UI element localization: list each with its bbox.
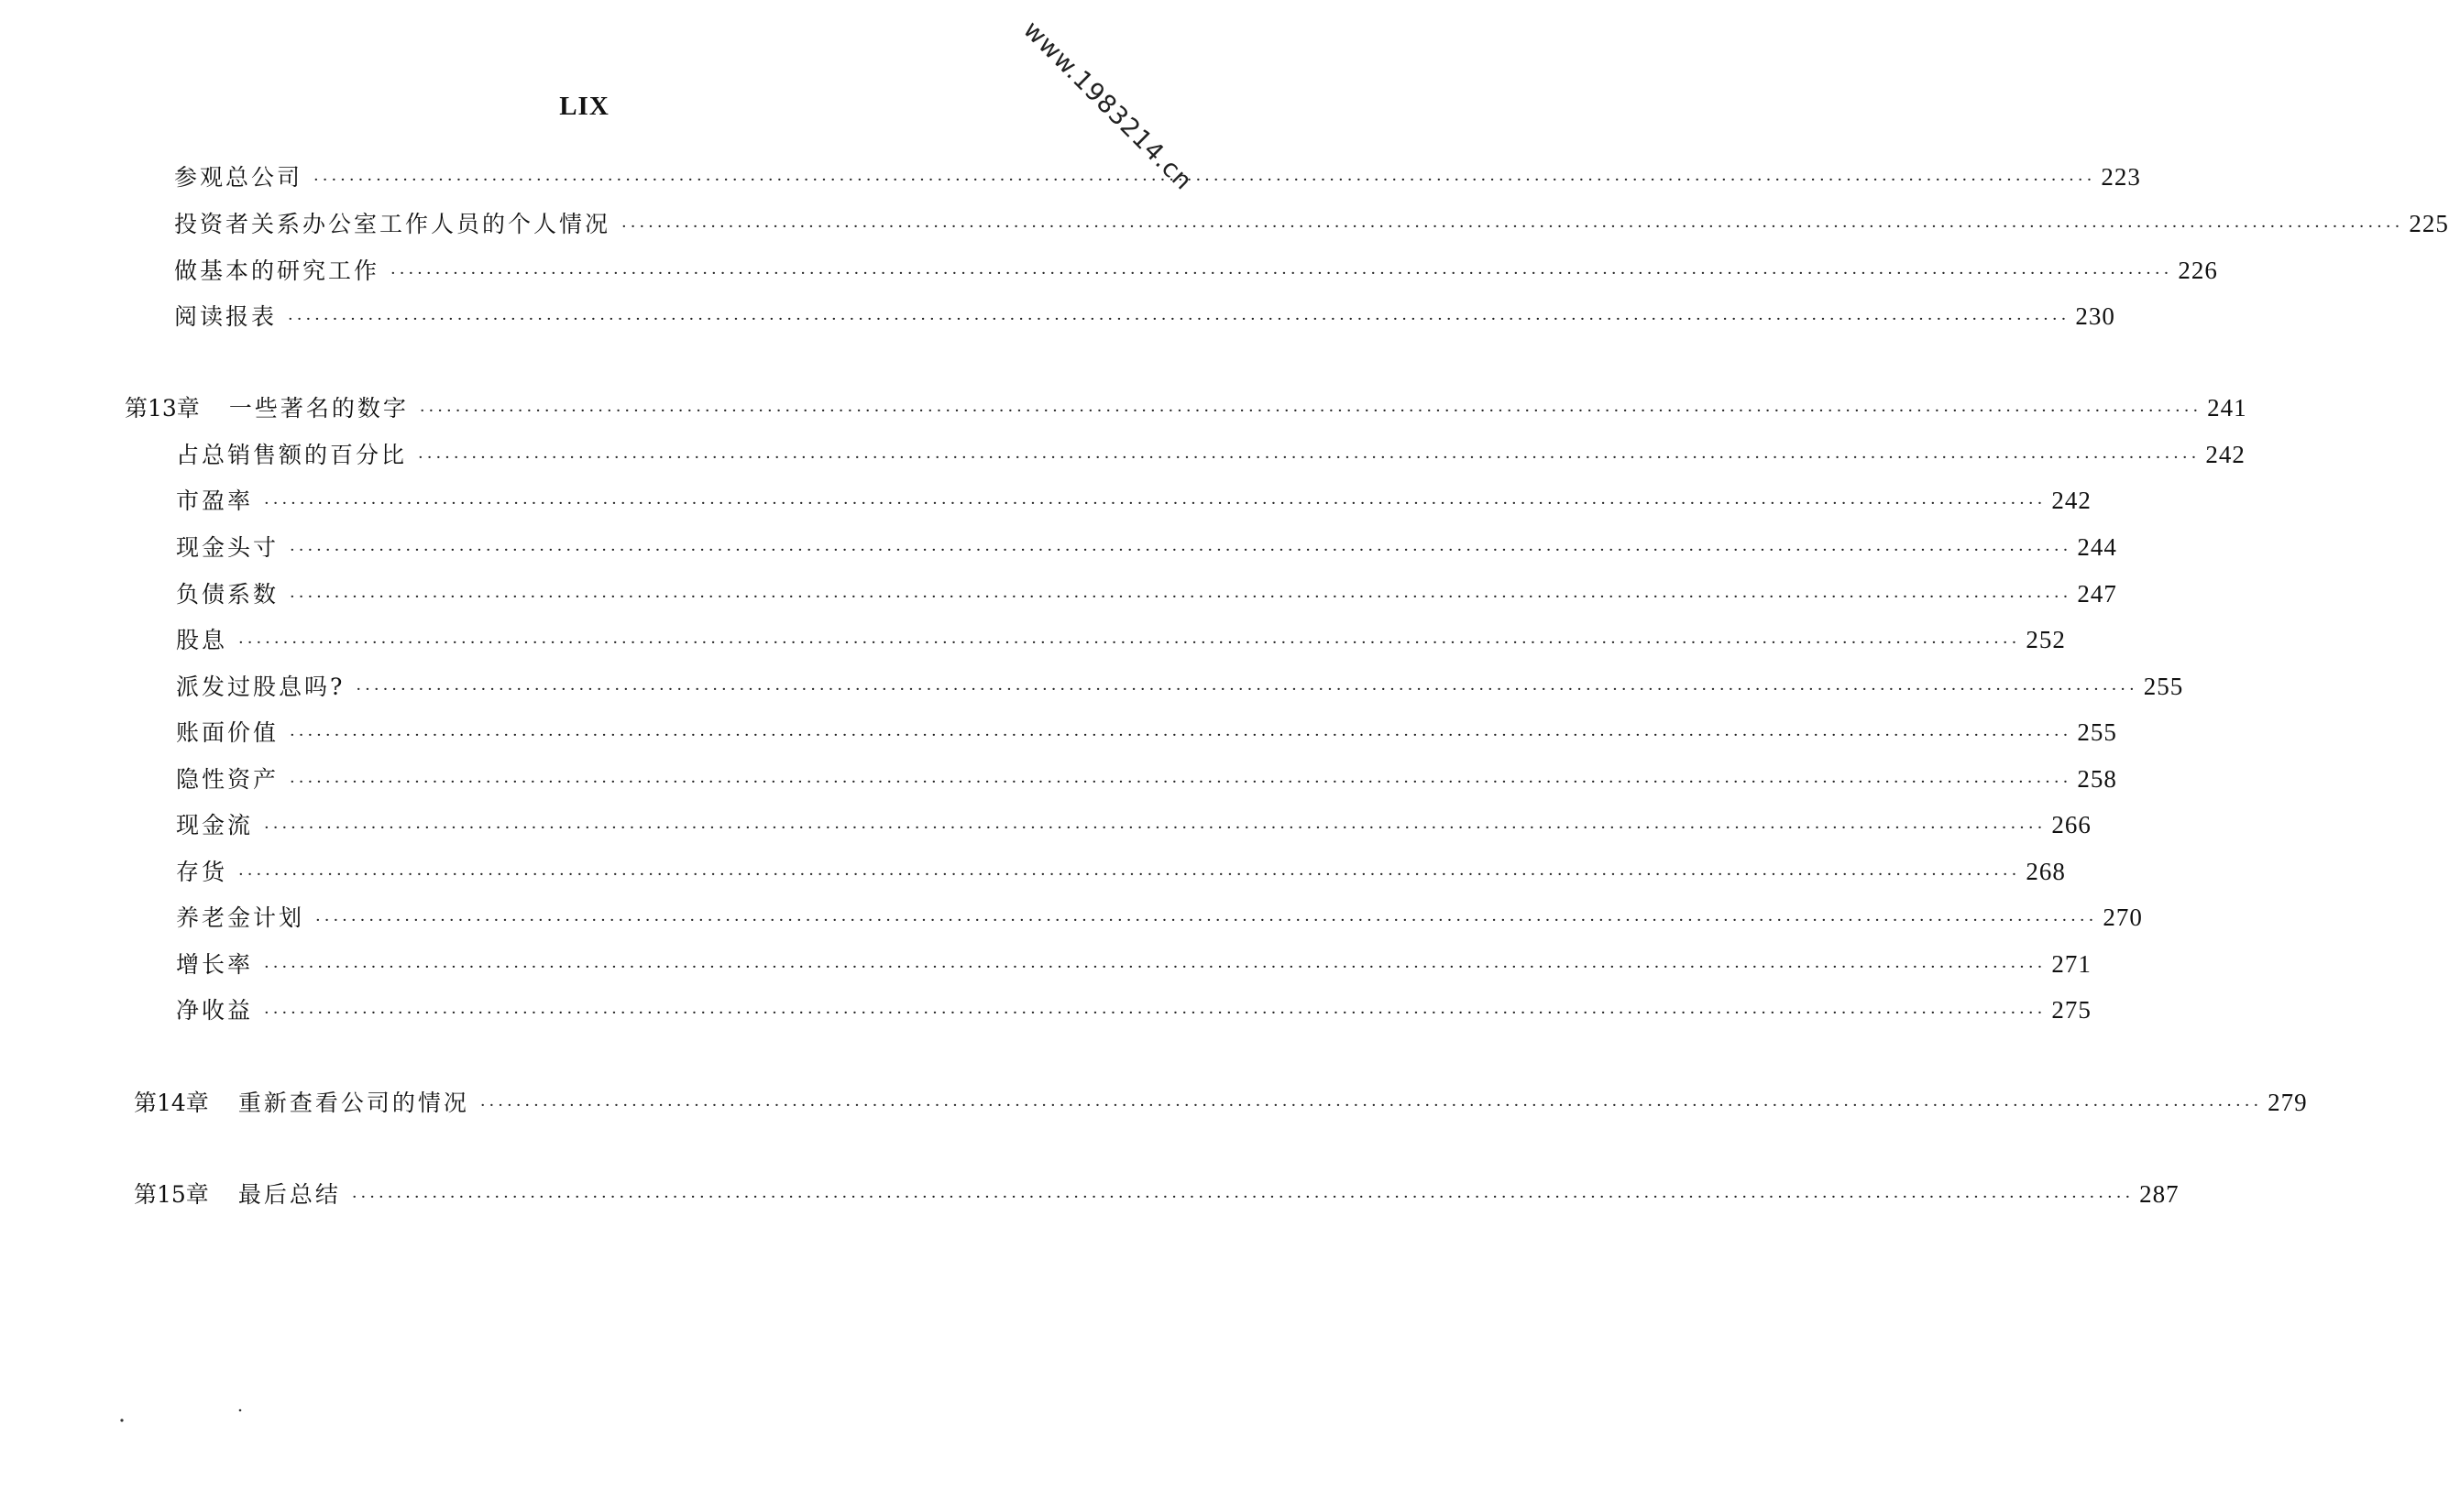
toc-entry-label: 做基本的研究工作 xyxy=(174,257,380,284)
toc-entry-page: 275 xyxy=(2051,996,2092,1024)
toc-entry-page: 242 xyxy=(2205,441,2246,468)
toc-entry-page: 255 xyxy=(2143,673,2184,700)
toc-entry xyxy=(176,992,2092,1029)
chapter-number: 第13章 xyxy=(125,395,200,422)
toc-entry-label: 现金流 xyxy=(176,812,254,838)
toc-entry-page: 241 xyxy=(2207,394,2247,422)
dot-leader: ········································································································································································································ xyxy=(264,818,2047,838)
dot-leader: ········································································································································································································ xyxy=(264,958,2047,977)
page-number: LIX xyxy=(559,92,610,121)
dot-leader: ········································································································································································································ xyxy=(264,1003,2047,1023)
toc-entry-page: 266 xyxy=(2051,811,2092,838)
toc-entry xyxy=(174,299,2115,335)
toc-entry xyxy=(176,530,2117,566)
dot-leader: ········································································································································································································ xyxy=(315,911,2098,930)
toc-entry-label: 存货 xyxy=(176,859,228,885)
dot-leader: ········································································································································································································ xyxy=(351,1188,2135,1207)
toc-entry xyxy=(176,807,2092,844)
dot-leader: ········································································································································································································ xyxy=(313,170,2096,190)
chapter-number: 第14章 xyxy=(134,1090,209,1116)
toc-entry-label: 净收益 xyxy=(176,997,254,1024)
toc-entry-page: 226 xyxy=(2178,257,2218,284)
toc-entry xyxy=(176,437,2246,474)
dot-leader: ········································································································································································································ xyxy=(264,494,2047,513)
scan-specks xyxy=(115,1407,261,1425)
toc-entry-label: 增长率 xyxy=(176,951,254,978)
toc-entry-page: 230 xyxy=(2075,302,2115,330)
toc-entry-label: 负债系数 xyxy=(176,581,280,608)
toc-entry-label: 投资者关系办公室工作人员的个人情况 xyxy=(174,211,611,237)
toc-entry xyxy=(176,483,2092,520)
toc-entry xyxy=(176,715,2117,751)
toc-entry-label: 阅读报表 xyxy=(174,303,278,330)
toc-entry xyxy=(176,576,2117,613)
dot-leader: ········································································································································································································ xyxy=(290,726,2072,745)
toc-entry-page: 223 xyxy=(2101,163,2141,191)
toc-entry xyxy=(176,761,2117,798)
chapter-title: 重新查看公司的情况 xyxy=(237,1090,469,1116)
toc-entry-page: 242 xyxy=(2051,487,2092,514)
toc-chapter-entry xyxy=(125,390,2247,427)
toc-entry-page: 279 xyxy=(2268,1089,2308,1116)
toc-entry-label: 养老金计划 xyxy=(176,904,305,931)
toc-entry-page: 255 xyxy=(2077,718,2117,746)
watermark-text: www.1983214.cn xyxy=(1017,16,1198,196)
toc-entry-page: 252 xyxy=(2026,626,2066,653)
dot-leader: ········································································································································································································ xyxy=(238,865,2021,884)
toc-entry-page: 225 xyxy=(2409,210,2449,237)
chapter-title: 最后总结 xyxy=(237,1181,341,1208)
toc-entry-label: 派发过股息吗? xyxy=(176,674,346,700)
toc-entry-page: 244 xyxy=(2077,533,2117,561)
toc-entry xyxy=(176,854,2066,891)
toc-entry-page: 270 xyxy=(2103,904,2143,931)
toc-entry xyxy=(174,159,2141,196)
dot-leader: ········································································································································································································ xyxy=(621,217,2404,236)
chapter-title: 一些著名的数字 xyxy=(228,395,409,422)
toc-entry xyxy=(174,206,2449,243)
toc-entry xyxy=(174,253,2218,290)
toc-entry-label: 隐性资产 xyxy=(176,766,280,793)
dot-leader: ········································································································································································································ xyxy=(390,264,2173,283)
chapter-number: 第15章 xyxy=(134,1181,209,1208)
toc-entry xyxy=(176,669,2184,706)
dot-leader: ········································································································································································································ xyxy=(418,448,2201,467)
toc-chapter-entry xyxy=(134,1085,2308,1122)
dot-leader: ········································································································································································································ xyxy=(479,1096,2263,1115)
toc-entry-page: 268 xyxy=(2026,858,2066,885)
toc-entry xyxy=(176,900,2143,937)
toc-entry-page: 258 xyxy=(2077,765,2117,793)
toc-entry-label: 股息 xyxy=(176,627,228,653)
toc-entry-page: 247 xyxy=(2077,580,2117,608)
toc-entry-label: 市盈率 xyxy=(176,488,254,514)
toc-entry-label: 占总销售额的百分比 xyxy=(176,442,408,468)
dot-leader: ········································································································································································································ xyxy=(290,541,2072,560)
dot-leader: ········································································································································································································ xyxy=(290,772,2072,792)
dot-leader: ········································································································································································································ xyxy=(356,680,2138,699)
toc-entry-label: 现金头寸 xyxy=(176,534,280,561)
dot-leader: ········································································································································································································ xyxy=(419,401,2202,421)
toc-entry-label: 账面价值 xyxy=(176,719,280,746)
dot-leader: ········································································································································································································ xyxy=(288,310,2070,329)
toc-entry-page: 271 xyxy=(2051,950,2092,978)
dot-leader: ········································································································································································································ xyxy=(238,633,2021,652)
dot-leader: ········································································································································································································ xyxy=(290,587,2072,607)
toc-entry-page: 287 xyxy=(2139,1180,2180,1208)
toc-chapter-entry xyxy=(134,1177,2180,1213)
toc-entry-label: 参观总公司 xyxy=(174,164,303,191)
toc-entry xyxy=(176,622,2066,659)
toc-entry xyxy=(176,947,2092,983)
